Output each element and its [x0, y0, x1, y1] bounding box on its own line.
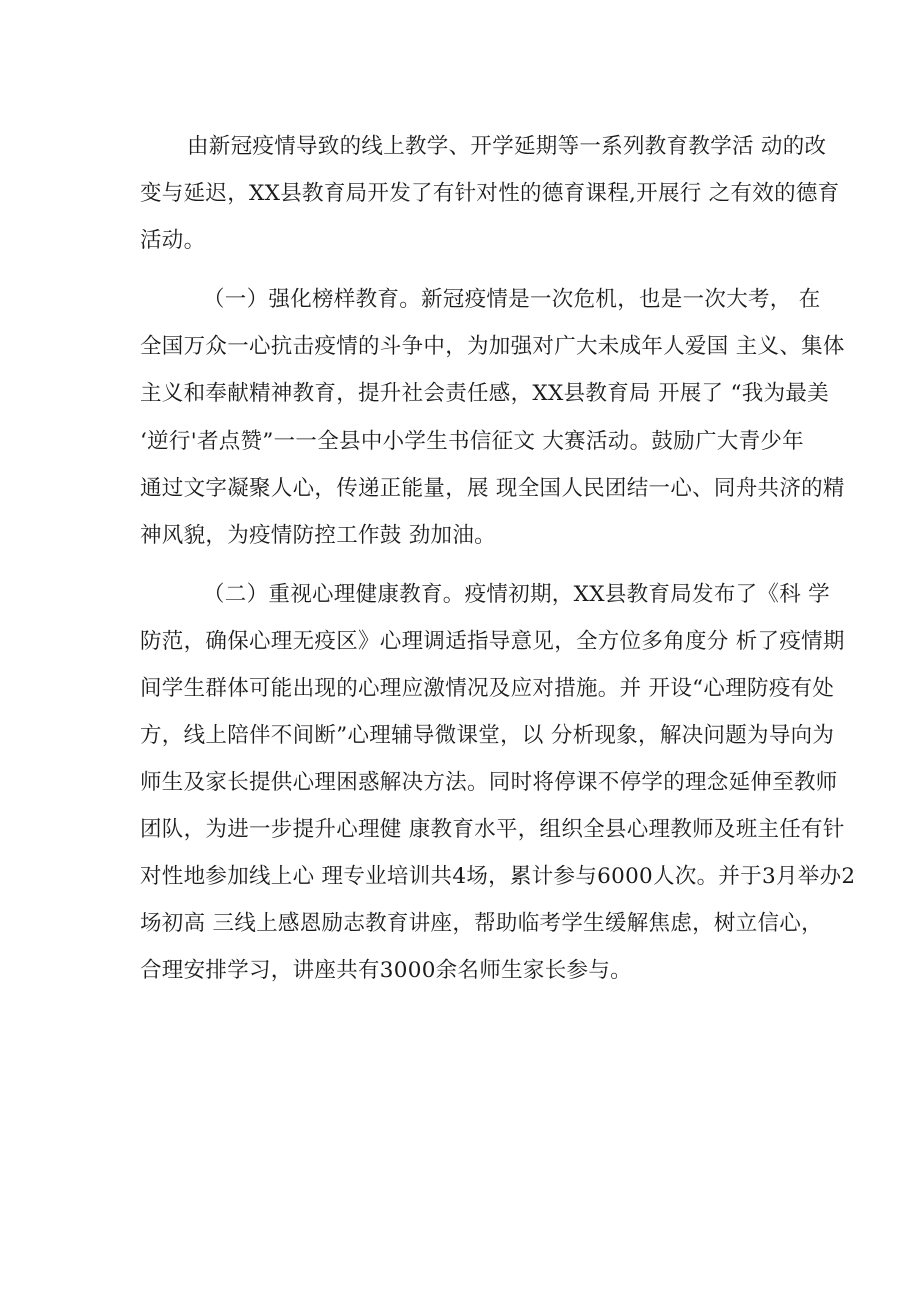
- text-line: 团队，为进一步提升心理健 康教育水平，组织全县心理教师及班主任有针: [140, 817, 845, 842]
- text-line: 方，线上陪伴不间断”心理辅导微课堂，以 分析现象，解决问题为导向为: [140, 723, 835, 748]
- text-line: 通过文字凝聚人心，传递正能量，展 现全国人民团结一心、同舟共济的精: [140, 476, 845, 501]
- text-line: 由新冠疫情导致的线上教学、开学延期等一系列教育教学活 动的改: [187, 134, 827, 159]
- text-line: 场初高 三线上感恩励志教育讲座，帮助临考学生缓解焦虑，树立信心，: [140, 911, 823, 936]
- text-line: 全国万众一心抗击疫情的斗争中，为加强对广大未成年人爱国 主义、集体: [140, 334, 845, 359]
- text-line: 主义和奉献精神教育，提升社会责任感，XX县教育局 开展了 “我为最美: [140, 381, 829, 406]
- text-line: 神风貌，为疫情防控工作鼓 劲加油。: [140, 523, 496, 548]
- text-line: ‘逆行'者点赞”一一全县中小学生书信征文 大赛活动。鼓励广大青少年: [140, 429, 804, 454]
- text-line: 防范，确保心理无疫区》心理调适指导意见，全方位多角度分 析了疫情期: [140, 629, 845, 654]
- section-two-heading-line: （二）重视心理健康教育。疫情初期，XX县教育局发布了《科 学: [203, 582, 830, 607]
- text-line: 合理安排学习，讲座共有3000余名师生家长参与。: [140, 958, 632, 983]
- text-line: 对性地参加线上心 理专业培训共4场，累计参与6000人次。并于3月举办2: [140, 864, 856, 889]
- text-line: 间学生群体可能出现的心理应激情况及应对措施。并 开设“心理防疫有处: [140, 676, 835, 701]
- text-line: 师生及家长提供心理困惑解决方法。同时将停课不停学的理念延伸至教师: [140, 770, 838, 795]
- text-line: 活动。: [140, 228, 206, 253]
- section-one-heading-line: （一）强化榜样教育。新冠疫情是一次危机，也是一次大考， 在: [203, 287, 821, 312]
- text-line: 变与延迟，XX县教育局开发了有针对性的德育课程,开展行 之有效的德育: [140, 181, 840, 206]
